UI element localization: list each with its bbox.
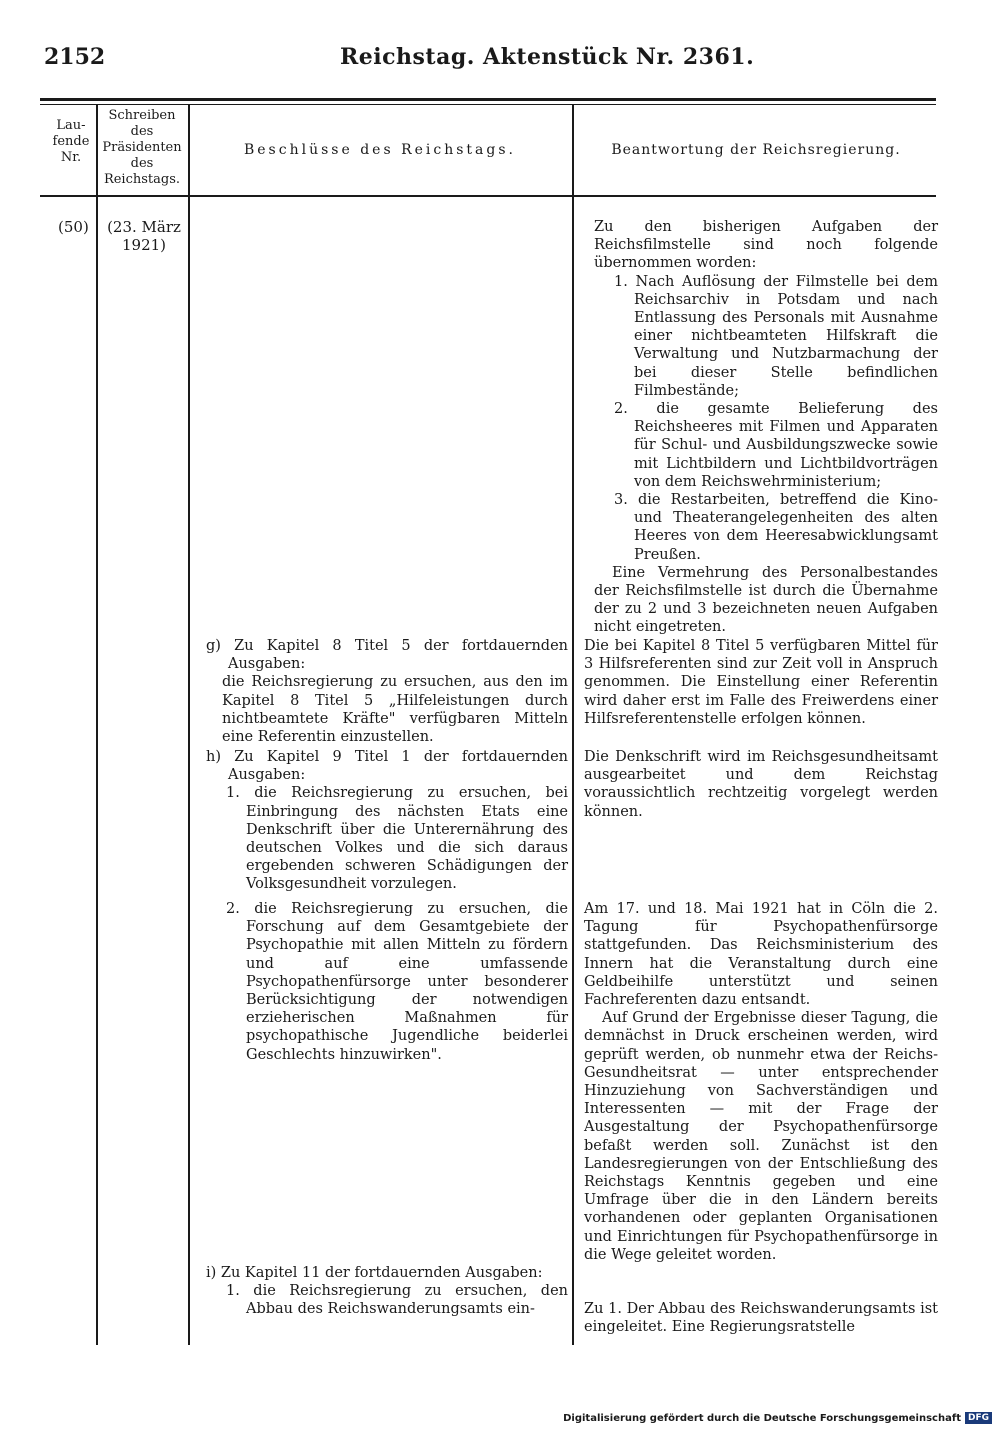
resolution-g — [206, 637, 568, 746]
resolution-i — [206, 1264, 568, 1319]
answer-h2-followup: Auf Grund der Ergebnisse dieser Tagung, die demnächst in Druck erscheinen werden, wird geprüft werden, ob nunmehr etwa der Reichs-Gesundheitsrat — unter entsprechender Hinzuziehung von Sachverständigen und Interessenten — mit der Frage der Ausgestaltung der Psychopathenfürsorge befaßt werden soll. Zunächst ist den Landesregierungen von der Entschließung des Reichstags Kenntnis gegeben und eine Umfrage über die in den Ländern bereits vorhandenen oder geplanten Organisationen und Einrichtungen für Psychopathenfürsorge in die Wege geleitet worden. — [584, 1010, 938, 1263]
resolution-g-body: die Reichsregierung zu ersuchen, aus den im Kapitel 8 Titel 5 „Hilfeleistungen durch nichtbeamtete Kräfte" verfügbaren Mitteln eine Referentin einzustellen. — [222, 674, 568, 746]
resolution-i-heading: i) Zu Kapitel 11 der fortdauernden Ausgaben: — [206, 1265, 543, 1281]
resolution-g-heading: g) Zu Kapitel 8 Titel 5 der fortdauernden Ausgaben: — [206, 638, 568, 673]
page-number: 2152 — [44, 44, 106, 70]
entry-number: (50) — [58, 218, 89, 236]
running-title: Reichstag. Aktenstück Nr. 2361. — [340, 44, 755, 70]
answer-h1: Die Denkschrift wird im Reichsgesundheitsamt ausgearbeitet und dem Reichstag voraussichtlich rechtzeitig vorgelegt werden können. — [584, 749, 938, 820]
answer-i1: Zu 1. Der Abbau des Reichswanderungsamts ist eingeleitet. Eine Regierungsratstelle — [584, 1301, 938, 1336]
header-bottom-rule — [40, 195, 936, 197]
credit-text: Digitalisierung gefördert durch die Deutsche Forschungsgemeinschaft — [563, 1412, 961, 1424]
answer-item-1: 1. Nach Auflösung der Filmstelle bei dem Reichsarchiv in Potsdam und nach Entlassung des Personals mit Ausnahme einer nichtbeamteten Hilfskraft die Verwaltung und Nutzbarmachung der bei dieser Stelle befindlichen Filmbestände; — [614, 273, 938, 399]
entry-date: (23. März 1921) — [107, 218, 181, 254]
column-header-number: Lau- fende Nr. — [52, 118, 90, 165]
column-header-resolutions: Beschlüsse des Reichstags. — [243, 142, 516, 158]
resolution-h — [206, 748, 568, 894]
resolution-h-heading: h) Zu Kapitel 9 Titel 1 der fortdauernden Ausgaben: — [206, 749, 568, 784]
top-rule-thick — [40, 98, 936, 101]
answer-column — [594, 218, 938, 637]
answer-item-2: 2. die gesamte Belieferung des Reichsheeres mit Filmen und Apparaten für Schul- und Ausbildungszwecke sowie mit Lichtbildern und Lichtbildvorträgen von dem Reichswehrministerium; — [614, 401, 938, 490]
column-divider-2 — [188, 105, 190, 1345]
column-divider-3 — [572, 105, 574, 1345]
answer-personnel: Eine Vermehrung des Personalbestandes der Reichsfilmstelle ist durch die Übernahme der zu 2 und 3 bezeichneten neuen Aufgaben nicht eingetreten. — [594, 564, 938, 636]
dfg-logo: DFG — [965, 1412, 992, 1424]
answer-h2-meeting: Am 17. und 18. Mai 1921 hat in Cöln die 2. Tagung für Psychopathenfürsorge stattgefunden. Das Reichsministerium des Innern hat die Veranstaltung durch eine Geldbeihilfe unterstützt und seinen Fachreferenten dazu entsandt. — [584, 901, 938, 1009]
top-rule-thin — [40, 104, 936, 105]
answer-g: Die bei Kapitel 8 Titel 5 verfügbaren Mittel für 3 Hilfsreferenten sind zur Zeit voll in Anspruch genommen. Die Einstellung einer Referentin wird daher erst im Falle des Freiwerdens einer Hilfsreferentenstelle erfolgen können. — [584, 638, 938, 727]
answer-item-3: 3. die Restarbeiten, betreffend die Kino- und Theaterangelegenheiten des alten Heeres von dem Heeresabwicklungsamt Preußen. — [614, 492, 938, 563]
column-divider-1 — [96, 105, 98, 1345]
digitization-credit — [563, 1412, 992, 1424]
column-header-answers: Beantwortung der Reichsregierung. — [611, 142, 901, 158]
answer-h2 — [584, 900, 938, 1264]
answer-intro: Zu den bisherigen Aufgaben der Reichsfilmstelle sind noch folgende übernommen worden: — [594, 219, 938, 272]
column-header-letter: Schreiben des Präsidenten des Reichstags. — [102, 108, 182, 187]
resolution-h2: 2. die Reichsregierung zu ersuchen, die Forschung auf dem Gesamtgebiete der Psychopathie mit allen Mitteln zu fördern und auf eine umfassende Psychopathenfürsorge unter besonderer Berücksichtigung der notwendigen erzieherischen Maßnahmen für psychopathische Jugendliche beiderlei Geschlechts hinzuwirken". — [226, 901, 568, 1063]
resolution-i-item-1: 1. die Reichsregierung zu ersuchen, den Abbau des Reichswanderungsamts ein- — [226, 1283, 568, 1318]
resolution-h-item-1: 1. die Reichsregierung zu ersuchen, bei Einbringung des nächsten Etats eine Denkschrift über die Unterernährung des deutschen Volkes und die sich daraus ergebenden schweren Schädigungen der Volksgesundheit vorzulegen. — [226, 785, 568, 893]
